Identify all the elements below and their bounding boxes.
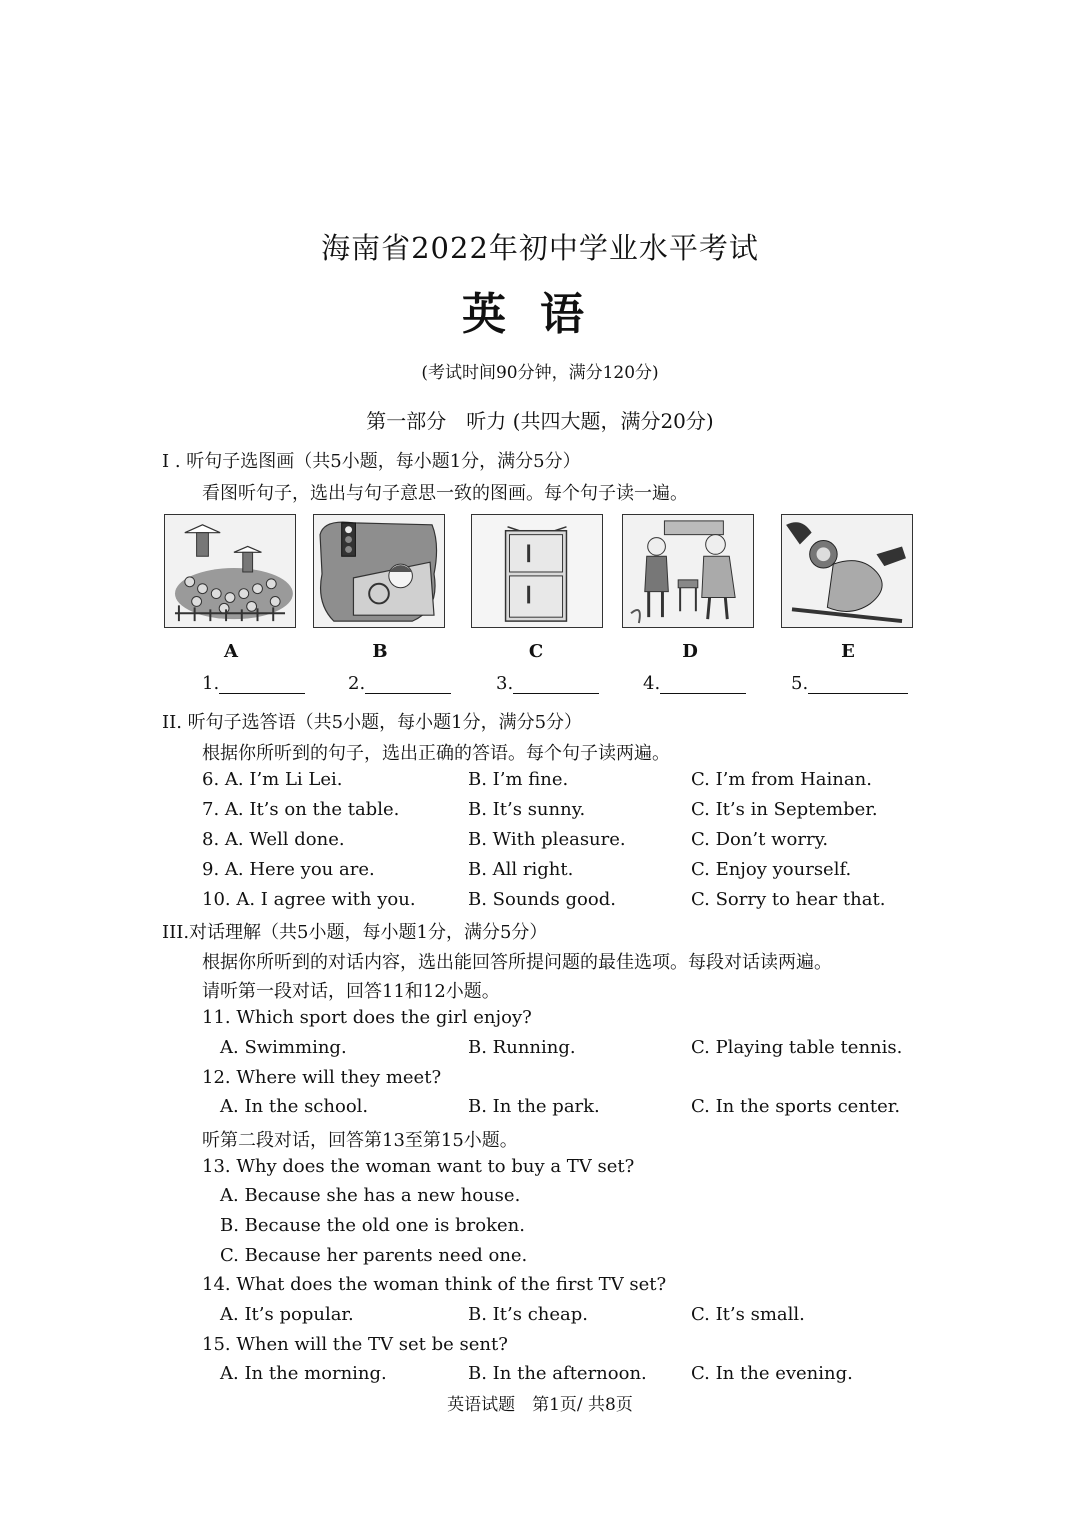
q7-option-b[interactable]: B. It’s sunny. [468, 799, 586, 820]
picture-label-d: D [682, 641, 698, 662]
q6-option-c[interactable]: C. I’m from Hainan. [691, 769, 872, 790]
answer-blank-2[interactable] [348, 673, 451, 694]
q7-option-c[interactable]: C. It’s in September. [691, 799, 878, 820]
picture-a [164, 514, 296, 628]
section-1-instruction: 看图听句子，选出与句子意思一致的图画。每个句子读一遍。 [202, 483, 688, 504]
q9-option-a[interactable]: 9. A. Here you are. [202, 859, 375, 880]
q12-option-b[interactable]: B. In the park. [468, 1096, 600, 1117]
q11-question: 11. Which sport does the girl enjoy? [202, 1007, 532, 1028]
exam-title: 海南省2022年初中学业水平考试 [321, 231, 759, 265]
blank-line [365, 677, 451, 694]
refrigerator-illustration [472, 515, 602, 627]
section-2-instruction: 根据你所听到的句子，选出正确的答语。每个句子读两遍。 [202, 743, 670, 764]
blank-line [513, 677, 599, 694]
q13-option-b[interactable]: B. Because the old one is broken. [220, 1215, 525, 1236]
part-title: 第一部分 听力 (共四大题，满分20分) [366, 409, 714, 433]
dialog-1-instruction: 请听第一段对话，回答11和12小题。 [202, 981, 500, 1002]
q10-option-a[interactable]: 10. A. I agree with you. [202, 889, 416, 910]
picture-e [781, 514, 913, 628]
picture-label-b: B [372, 641, 388, 662]
monkey-king-illustration [782, 515, 912, 627]
section-1-title: I . 听句子选图画（共5小题，每小题1分，满分5分） [162, 451, 581, 472]
blank-line [660, 677, 746, 694]
q8-option-c[interactable]: C. Don’t worry. [691, 829, 829, 850]
section-2-title: II. 听句子选答语（共5小题，每小题1分，满分5分） [162, 712, 583, 733]
q13-option-c[interactable]: C. Because her parents need one. [220, 1245, 528, 1266]
farm-workers-illustration [165, 515, 295, 627]
helping-elderly-illustration [623, 515, 753, 627]
q15-option-c[interactable]: C. In the evening. [691, 1363, 853, 1384]
q12-question: 12. Where will they meet? [202, 1067, 442, 1088]
page-footer: 英语试题 第1页/ 共8页 [447, 1395, 633, 1415]
q15-question: 15. When will the TV set be sent? [202, 1334, 508, 1355]
blank-line [808, 677, 908, 694]
dialog-2-instruction: 听第二段对话，回答第13至第15小题。 [202, 1130, 518, 1151]
q6-option-a[interactable]: 6. A. I’m Li Lei. [202, 769, 343, 790]
q10-option-b[interactable]: B. Sounds good. [468, 889, 616, 910]
section-3-instruction: 根据你所听到的对话内容，选出能回答所提问题的最佳选项。每段对话读两遍。 [202, 952, 832, 973]
picture-b [313, 514, 445, 628]
q15-option-a[interactable]: A. In the morning. [220, 1363, 387, 1384]
q13-question: 13. Why does the woman want to buy a TV set? [202, 1156, 635, 1177]
q12-option-c[interactable]: C. In the sports center. [691, 1096, 901, 1117]
blank-number: 3. [496, 673, 514, 694]
picture-c [471, 514, 603, 628]
traffic-light-driver-illustration [314, 515, 444, 627]
picture-label-e: E [841, 641, 855, 662]
q15-option-b[interactable]: B. In the afternoon. [468, 1363, 647, 1384]
q11-option-c[interactable]: C. Playing table tennis. [691, 1037, 903, 1058]
section-3-title: III.对话理解（共5小题，每小题1分，满分5分） [162, 922, 548, 943]
blank-line [219, 677, 305, 694]
q11-option-b[interactable]: B. Running. [468, 1037, 576, 1058]
q14-question: 14. What does the woman think of the first TV set? [202, 1274, 667, 1295]
subject-title: 英语 [462, 289, 618, 340]
answer-blank-3[interactable] [496, 673, 599, 694]
q14-option-a[interactable]: A. It’s popular. [220, 1304, 354, 1325]
q13-option-a[interactable]: A. Because she has a new house. [220, 1185, 521, 1206]
exam-info: (考试时间90分钟，满分120分) [421, 363, 659, 383]
picture-label-a: A [224, 641, 238, 662]
blank-number: 1. [202, 673, 220, 694]
q14-option-c[interactable]: C. It’s small. [691, 1304, 805, 1325]
q11-option-a[interactable]: A. Swimming. [220, 1037, 347, 1058]
picture-label-c: C [528, 641, 544, 662]
answer-blank-1[interactable] [202, 673, 305, 694]
q9-option-b[interactable]: B. All right. [468, 859, 574, 880]
q8-option-b[interactable]: B. With pleasure. [468, 829, 626, 850]
q8-option-a[interactable]: 8. A. Well done. [202, 829, 345, 850]
q7-option-a[interactable]: 7. A. It’s on the table. [202, 799, 400, 820]
blank-number: 5. [791, 673, 809, 694]
q10-option-c[interactable]: C. Sorry to hear that. [691, 889, 886, 910]
blank-number: 2. [348, 673, 366, 694]
blank-number: 4. [643, 673, 661, 694]
answer-blank-4[interactable] [643, 673, 746, 694]
q6-option-b[interactable]: B. I’m fine. [468, 769, 569, 790]
picture-d [622, 514, 754, 628]
q9-option-c[interactable]: C. Enjoy yourself. [691, 859, 852, 880]
q14-option-b[interactable]: B. It’s cheap. [468, 1304, 588, 1325]
answer-blank-5[interactable] [791, 673, 908, 694]
q12-option-a[interactable]: A. In the school. [220, 1096, 369, 1117]
